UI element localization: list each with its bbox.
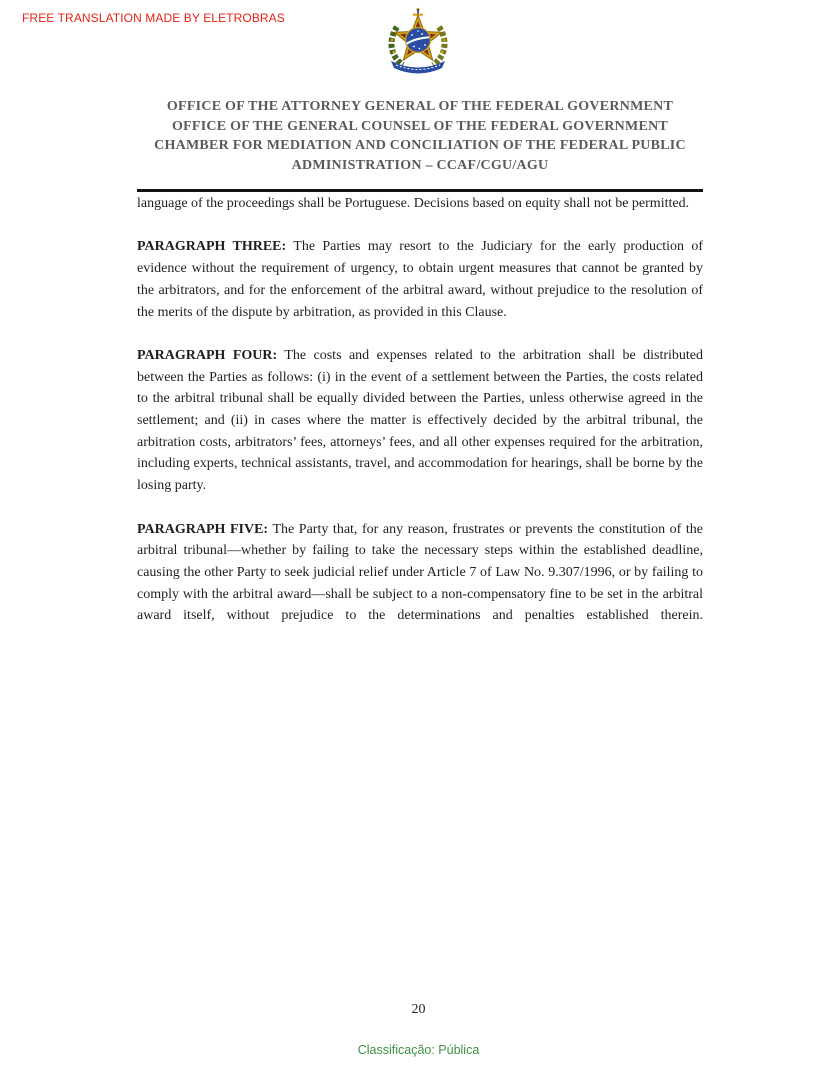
paragraph-text: The Parties may resort to the Judiciary for the early production of evidence without the requirement of urgency, to obtain urgent measures that cannot be granted by the arbitrators, and for the enforcement of the arbitral award, without prejudice to the resolution of the merits of the dispute by arbitration, as provided in this Clause. bbox=[137, 239, 703, 320]
paragraph-three bbox=[137, 236, 703, 323]
paragraph-label: PARAGRAPH THREE: bbox=[137, 239, 287, 255]
content-column bbox=[137, 97, 703, 649]
paragraph-text: The Party that, for any reason, frustrates or prevents the constitution of the arbitral tribunal—whether by failing to take the necessary steps within the established deadline, causing the other Party to seek judicial relief under Article 7 of Law No. 9.307/1996, or by failing to comply with the arbitral award—shall be subject to a non-compensatory fine to be set in the arbitral award itself, without prejudice to the determinations and penalties established therein. bbox=[137, 521, 704, 624]
header-line-1: OFFICE OF THE ATTORNEY GENERAL OF THE FEDERAL GOVERNMENT bbox=[166, 99, 674, 114]
paragraph-text: The costs and expenses related to the arbitration shall be distributed between the Parties as follows: (i) in the event of a settlement between the Parties, the costs related to the arbitral tribunal shall be equally divided between the Parties, unless otherwise agreed in the settlement; and (ii) in cases where the matter is effectively decided by the arbitral tribunal, the arbitration costs, arbitrators’ fees, attorneys’ fees, and all other expenses required for the arbitration, including experts, technical assistants, travel, and accommodation for hearings, shall be borne by the losing party. bbox=[137, 347, 703, 494]
document-header bbox=[137, 97, 703, 175]
brazil-coat-of-arms-icon bbox=[381, 6, 455, 82]
free-translation-watermark: FREE TRANSLATION MADE BY ELETROBRAS bbox=[22, 11, 285, 25]
header-line-3: CHAMBER FOR MEDIATION AND CONCILIATION OF THE FEDERAL PUBLIC bbox=[154, 138, 686, 153]
paragraph-five bbox=[137, 519, 703, 628]
document-body bbox=[137, 193, 703, 627]
paragraph-label: PARAGRAPH FIVE: bbox=[137, 521, 269, 537]
paragraph-label: PARAGRAPH FOUR: bbox=[137, 347, 278, 363]
header-line-4: ADMINISTRATION – CCAF/CGU/AGU bbox=[291, 157, 549, 173]
paragraph-text: language of the proceedings shall be Portuguese. Decisions based on equity shall not be permitted. bbox=[137, 196, 690, 211]
classification-label: Classificação: Pública bbox=[357, 1043, 480, 1057]
header-line-2: OFFICE OF THE GENERAL COUNSEL OF THE FEDERAL GOVERNMENT bbox=[171, 118, 669, 134]
paragraph-continuation bbox=[137, 193, 703, 215]
header-divider-rule bbox=[137, 189, 703, 192]
page-number: 20 bbox=[411, 1002, 426, 1017]
paragraph-four bbox=[137, 345, 703, 497]
